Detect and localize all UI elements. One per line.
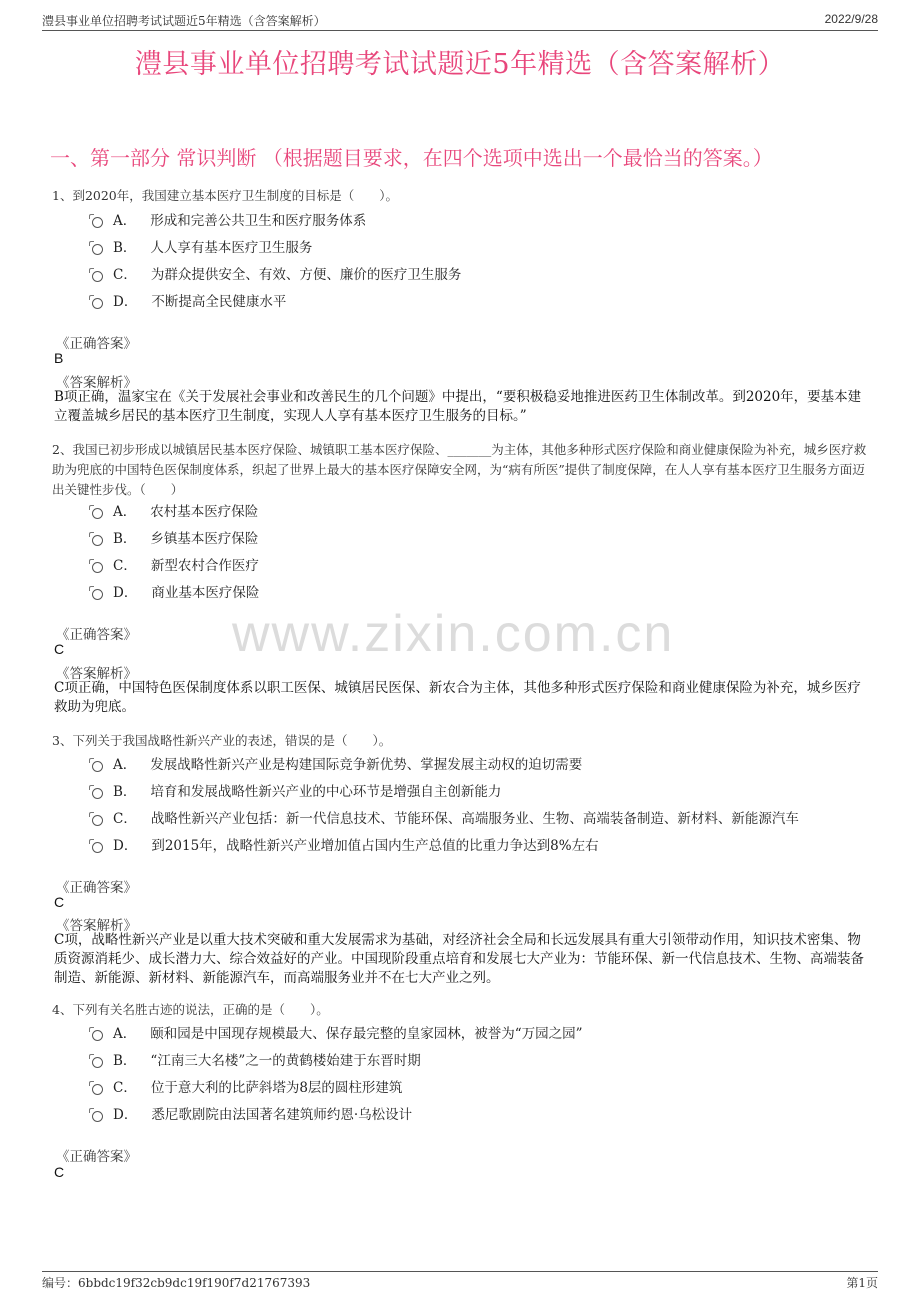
answer-label: 《正确答案》	[56, 1149, 137, 1165]
option[interactable]: D． 悉尼歌剧院由法国著名建筑师约恩·乌松设计	[92, 1103, 412, 1123]
watermark: www.zixin.com.cn	[232, 605, 675, 663]
radio-icon[interactable]	[92, 1084, 103, 1095]
analysis-label: 《答案解析》	[56, 918, 137, 934]
question-stem: 1、到2020年，我国建立基本医疗卫生制度的目标是（ ）。	[52, 188, 399, 203]
header-date: 2022/9/28	[824, 12, 878, 26]
option[interactable]: B． “江南三大名楼”之一的黄鹤楼始建于东晋时期	[92, 1049, 421, 1069]
option[interactable]: D． 到2015年，战略性新兴产业增加值占国内生产总值的比重力争达到8%左右	[92, 834, 599, 854]
radio-icon[interactable]	[92, 1111, 103, 1122]
answer-label: 《正确答案》	[56, 336, 137, 352]
radio-icon[interactable]	[92, 842, 103, 853]
question-stem: 4、下列有关名胜古迹的说法，正确的是（ ）。	[52, 1002, 329, 1017]
option[interactable]: C． 位于意大利的比萨斜塔为8层的圆柱形建筑	[92, 1076, 402, 1096]
radio-icon[interactable]	[92, 815, 103, 826]
option[interactable]: A． 发展战略性新兴产业是构建国际竞争新优势、掌握发展主动权的迫切需要	[92, 753, 582, 773]
radio-icon[interactable]	[92, 589, 103, 600]
radio-icon[interactable]	[92, 788, 103, 799]
page-footer	[42, 1271, 878, 1290]
option[interactable]: C． 为群众提供安全、有效、方便、廉价的医疗卫生服务	[92, 263, 461, 283]
option[interactable]: C． 战略性新兴产业包括：新一代信息技术、节能环保、高端服务业、生物、高端装备制造、新材料、新能源汽车	[92, 807, 799, 827]
radio-icon[interactable]	[92, 1030, 103, 1041]
header-title: 澧县事业单位招聘考试试题近5年精选（含答案解析）	[42, 14, 326, 28]
option[interactable]: C． 新型农村合作医疗	[92, 554, 259, 574]
answer-value: B	[54, 350, 64, 366]
analysis-text: B项正确，温家宝在《关于发展社会事业和改善民生的几个问题》中提出，“要积极稳妥地推进医药卫生体制改革。到2020年，要基本建立覆盖城乡居民的基本医疗卫生制度，实现人人享有基本医疗卫生服务的目标。”	[54, 389, 862, 424]
radio-icon[interactable]	[92, 508, 103, 519]
answer-label: 《正确答案》	[56, 880, 137, 896]
answer-value: C	[54, 641, 65, 657]
radio-icon[interactable]	[92, 271, 103, 282]
option[interactable]: B． 培育和发展战略性新兴产业的中心环节是增强自主创新能力	[92, 780, 501, 800]
option[interactable]: B． 人人享有基本医疗卫生服务	[92, 236, 312, 256]
page-number: 第1页	[846, 1276, 878, 1290]
option[interactable]: A． 颐和园是中国现存规模最大、保存最完整的皇家园林，被誉为“万园之园”	[92, 1022, 583, 1042]
answer-value: C	[54, 894, 65, 910]
analysis-text: C项，战略性新兴产业是以重大技术突破和重大发展需求为基础，对经济社会全局和长远发展具有重大引领带动作用，知识技术密集、物质资源消耗少、成长潜力大、综合效益好的产业。中国现阶段重点培育和发展七大产业为：节能环保、新一代信息技术、生物、高端装备制造、新能源、新材料、新能源汽车，而高端服务业并不在七大产业之列。	[54, 932, 864, 986]
answer-label: 《正确答案》	[56, 627, 137, 643]
option[interactable]: B． 乡镇基本医疗保险	[92, 527, 258, 547]
radio-icon[interactable]	[92, 244, 103, 255]
document-title: 澧县事业单位招聘考试试题近5年精选（含答案解析）	[134, 49, 786, 80]
radio-icon[interactable]	[92, 535, 103, 546]
section-title: 一、第一部分 常识判断 （根据题目要求，在四个选项中选出一个最恰当的答案。）	[50, 146, 773, 170]
radio-icon[interactable]	[92, 761, 103, 772]
radio-icon[interactable]	[92, 298, 103, 309]
document-id: 编号：6bbdc19f32cb9dc19f190f7d21767393	[42, 1276, 311, 1290]
radio-icon[interactable]	[92, 562, 103, 573]
option[interactable]: D． 不断提高全民健康水平	[92, 290, 286, 310]
option[interactable]: A． 形成和完善公共卫生和医疗服务体系	[92, 209, 366, 229]
analysis-text: C项正确，中国特色医保制度体系以职工医保、城镇居民医保、新农合为主体，其他多种形式医疗保险和商业健康保险为补充，城乡医疗救助为兜底。	[54, 680, 861, 715]
option[interactable]: D． 商业基本医疗保险	[92, 581, 259, 601]
analysis-label: 《答案解析》	[56, 666, 137, 682]
question-stem: 3、下列关于我国战略性新兴产业的表述，错误的是（ ）。	[52, 733, 392, 748]
option[interactable]: A． 农村基本医疗保险	[92, 500, 258, 520]
analysis-label: 《答案解析》	[56, 375, 137, 391]
page-header	[42, 12, 878, 31]
answer-value: C	[54, 1164, 65, 1180]
radio-icon[interactable]	[92, 1057, 103, 1068]
question-stem: 2、我国已初步形成以城镇居民基本医疗保险、城镇职工基本医疗保险、_______为主体，其他多种形式医疗保险和商业健康保险为补充，城乡医疗救助为兜底的中国特色医保制度体系，织起了世界上最大的基本医疗保障安全网，为“病有所医”提供了制度保障，在人人享有基本医疗卫生服务方面迈出关键性步伐。（ ）	[52, 442, 867, 497]
radio-icon[interactable]	[92, 217, 103, 228]
